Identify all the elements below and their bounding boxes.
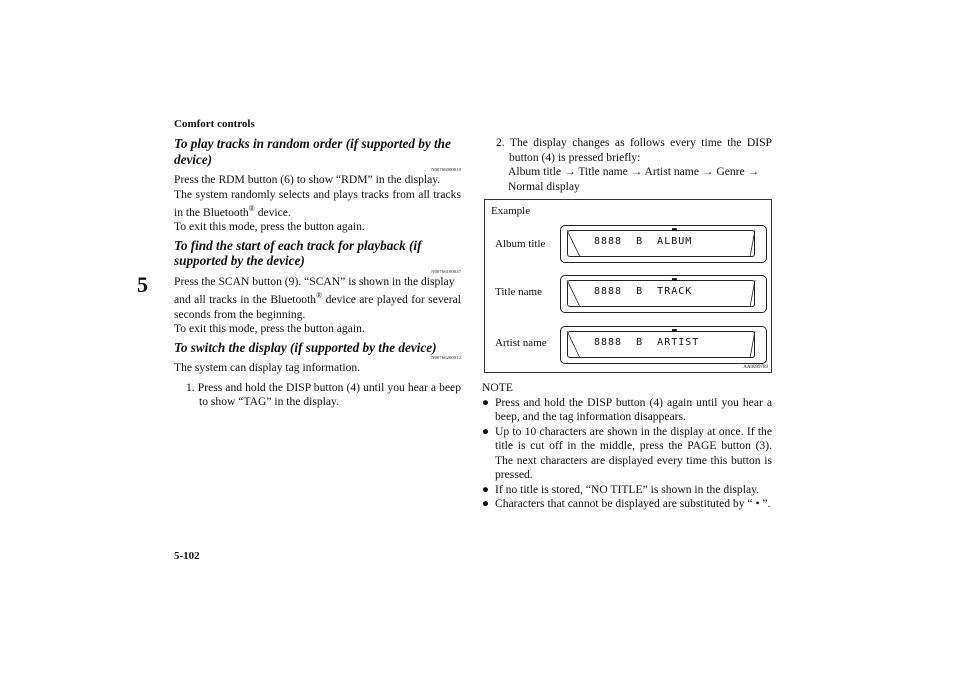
lcd-indicator-icon: ▀▀ — [672, 228, 677, 233]
paragraph: Press the RDM button (6) to show “RDM” in the display. — [174, 173, 441, 186]
row-label-artist: Artist name — [495, 337, 547, 349]
left-column — [174, 136, 461, 410]
paragraph: To exit this mode, press the button again. — [174, 322, 365, 336]
note-item — [482, 483, 772, 498]
section-heading-scan: To find the start of each track for playback (if supported by the device) — [174, 237, 422, 269]
lcd-display-artist — [560, 326, 767, 364]
step-1: 1. Press and hold the DISP button (4) until you hear a beep to show “TAG” in the display. — [186, 380, 461, 409]
step-2: 2. The display changes as follows every time the DISP button (4) is pressed briefly: — [496, 136, 772, 164]
paragraph: The system can display tag information. — [174, 361, 361, 375]
page-header: Comfort controls — [174, 118, 255, 130]
paragraph: Press the SCAN button (9). “SCAN” is shown in the display — [174, 274, 455, 288]
right-column-top — [484, 136, 772, 194]
figure-code: AA0099789 — [743, 365, 768, 370]
paragraph: The system randomly selects and plays tracks from all tracks in the Bluetooth® device. — [174, 187, 461, 219]
note-text: Press and hold the DISP button (4) again until you hear a beep, and the tag information disappears. — [495, 395, 772, 423]
note-text: Characters that cannot be displayed are substituted by “ • ”. — [495, 497, 771, 510]
lcd-display-album — [560, 225, 767, 263]
section-code: N00766200012 — [431, 355, 461, 361]
section-heading-display: To switch the display (if supported by the device) — [174, 339, 437, 355]
section-code: N00766000010 — [431, 167, 461, 172]
page-number: 5-102 — [174, 550, 200, 562]
display-sequence: Album title → Title name → Artist name → Genre → Normal display — [508, 165, 760, 193]
bullet-icon: ● — [482, 395, 490, 409]
lcd-text: 8888 B ARTIST — [594, 337, 700, 348]
note-text: Up to 10 characters are shown in the display at once. If the title is cut off in the middle, press the PAGE button (3). The next characters are displayed every time this button is pressed. — [495, 424, 772, 481]
paragraph: and all tracks in the Bluetooth® device are played for several seconds from the beginning. — [174, 291, 461, 321]
example-figure — [484, 199, 772, 373]
lcd-display-title — [560, 275, 767, 313]
chapter-number: 5 — [137, 272, 148, 297]
bullet-icon: ● — [482, 424, 490, 438]
note-title: NOTE — [482, 381, 513, 394]
lcd-indicator-icon: ▀▀ — [672, 329, 677, 334]
paragraph: To exit this mode, press the button again. — [174, 220, 365, 234]
note-item — [482, 396, 772, 425]
note-item — [482, 425, 772, 483]
bullet-icon: ● — [482, 482, 490, 496]
bullet-icon: ● — [482, 497, 490, 510]
lcd-text: 8888 B ALBUM — [594, 236, 693, 247]
note-item — [482, 497, 772, 512]
row-label-album: Album title — [495, 238, 546, 250]
lcd-text: 8888 B TRACK — [594, 286, 693, 297]
row-label-title: Title name — [495, 286, 542, 298]
note-text: If no title is stored, “NO TITLE” is shown in the display. — [495, 482, 760, 496]
lcd-indicator-icon: ▀▀ — [672, 278, 677, 283]
figure-label: Example — [491, 205, 531, 217]
note-block — [482, 381, 772, 512]
section-heading-random: To play tracks in random order (if supported by the device) — [174, 136, 451, 167]
section-code: N00766100037 — [431, 268, 461, 274]
